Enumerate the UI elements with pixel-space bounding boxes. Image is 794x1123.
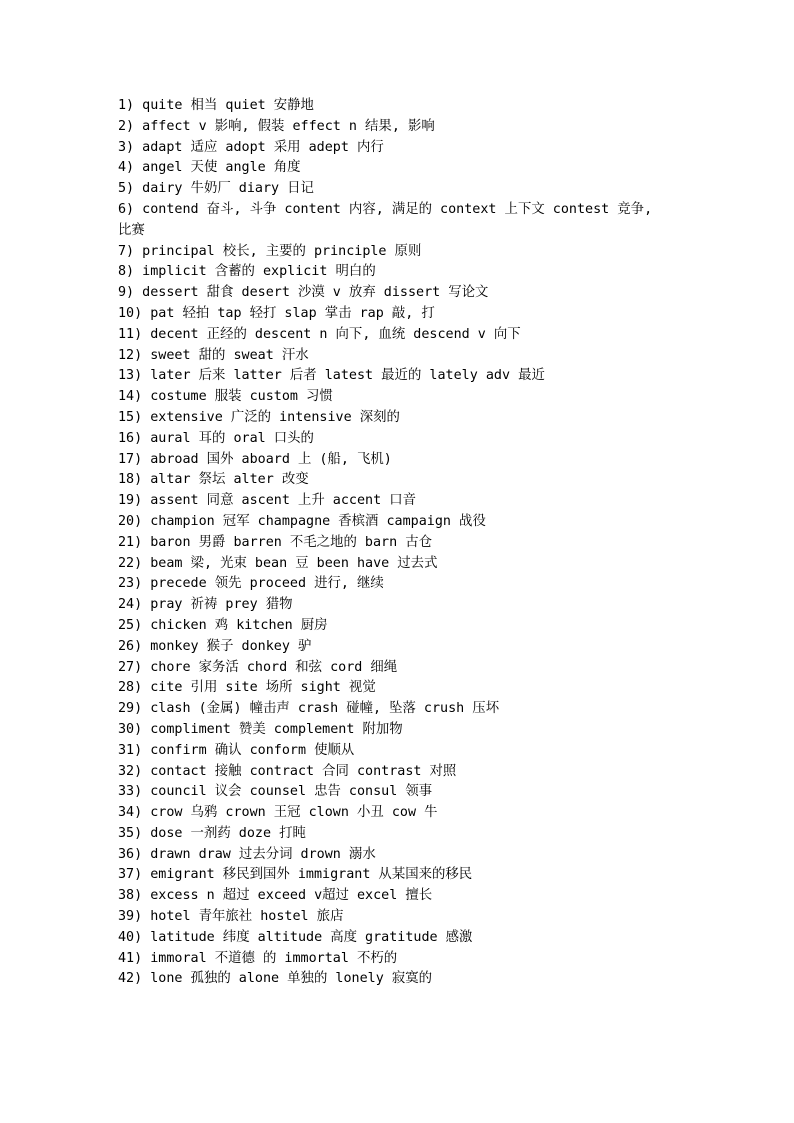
list-item: 20) champion 冠军 champagne 香槟酒 campaign 战役 <box>118 513 486 529</box>
list-item: 27) chore 家务活 chord 和弦 cord 细绳 <box>118 659 398 675</box>
list-item: 17) abroad 国外 aboard 上 (船, 飞机) <box>118 451 392 467</box>
list-item: 4) angel 天使 angle 角度 <box>118 160 301 176</box>
list-item: 9) dessert 甜食 desert 沙漠 v 放弃 dissert 写论文 <box>118 285 489 301</box>
list-item: 18) altar 祭坛 alter 改变 <box>118 472 309 488</box>
list-item: 41) immoral 不道德 的 immortal 不朽的 <box>118 950 398 966</box>
list-item: 31) confirm 确认 conform 使顺从 <box>118 742 355 758</box>
list-item: 2) affect v 影响, 假装 effect n 结果, 影响 <box>118 118 435 134</box>
list-item: 23) precede 领先 proceed 进行, 继续 <box>118 576 384 592</box>
list-item: 8) implicit 含蓄的 explicit 明白的 <box>118 264 376 280</box>
list-item: 39) hotel 青年旅社 hostel 旅店 <box>118 909 344 925</box>
list-item: 42) lone 孤独的 alone 单独的 lonely 寂寞的 <box>118 971 432 987</box>
list-item: 5) dairy 牛奶厂 diary 日记 <box>118 181 314 197</box>
list-item: 40) latitude 纬度 altitude 高度 gratitude 感激 <box>118 929 473 945</box>
list-item: 26) monkey 猴子 donkey 驴 <box>118 638 312 654</box>
list-item: 35) dose 一剂药 doze 打盹 <box>118 825 306 841</box>
list-item: 1) quite 相当 quiet 安静地 <box>118 98 314 113</box>
list-item: 11) decent 正经的 descent n 向下, 血统 descend v 向下 <box>118 326 521 342</box>
list-item: 25) chicken 鸡 kitchen 厨房 <box>118 617 328 633</box>
list-item: 10) pat 轻拍 tap 轻打 slap 掌击 rap 敲, 打 <box>118 305 435 321</box>
list-item-continuation: 比赛 <box>118 222 145 238</box>
list-item: 14) costume 服装 custom 习惯 <box>118 389 333 405</box>
list-item: 13) later 后来 latter 后者 latest 最近的 lately adv 最近 <box>118 368 545 384</box>
word-list <box>118 96 688 990</box>
list-item: 34) crow 乌鸦 crown 王冠 clown 小丑 cow 牛 <box>118 805 438 821</box>
list-item: 12) sweet 甜的 sweat 汗水 <box>118 347 309 363</box>
list-item: 19) assent 同意 ascent 上升 accent 口音 <box>118 493 417 509</box>
list-item: 33) council 议会 counsel 忠告 consul 领事 <box>118 784 433 800</box>
list-item: 7) principal 校长, 主要的 principle 原则 <box>118 243 422 259</box>
list-item: 3) adapt 适应 adopt 采用 adept 内行 <box>118 139 384 155</box>
list-item: 38) excess n 超过 exceed v超过 excel 擅长 <box>118 888 433 904</box>
list-item: 29) clash (金属) 幢击声 crash 碰幢, 坠落 crush 压坏 <box>118 701 500 717</box>
list-item: 6) contend 奋斗, 斗争 content 内容, 满足的 context 上下文 contest 竞争, <box>118 201 653 217</box>
list-item: 16) aural 耳的 oral 口头的 <box>118 430 314 446</box>
list-item: 32) contact 接触 contract 合同 contrast 对照 <box>118 763 457 779</box>
list-item: 30) compliment 赞美 complement 附加物 <box>118 721 403 737</box>
list-item: 21) baron 男爵 barren 不毛之地的 barn 古仓 <box>118 534 432 550</box>
list-item: 37) emigrant 移民到国外 immigrant 从某国来的移民 <box>118 867 473 883</box>
list-item: 15) extensive 广泛的 intensive 深刻的 <box>118 409 400 425</box>
list-item: 22) beam 梁, 光束 bean 豆 been have 过去式 <box>118 555 438 571</box>
list-item: 24) pray 祈祷 prey 猎物 <box>118 597 293 613</box>
list-item: 28) cite 引用 site 场所 sight 视觉 <box>118 680 376 696</box>
list-item: 36) drawn draw 过去分词 drown 溺水 <box>118 846 376 862</box>
